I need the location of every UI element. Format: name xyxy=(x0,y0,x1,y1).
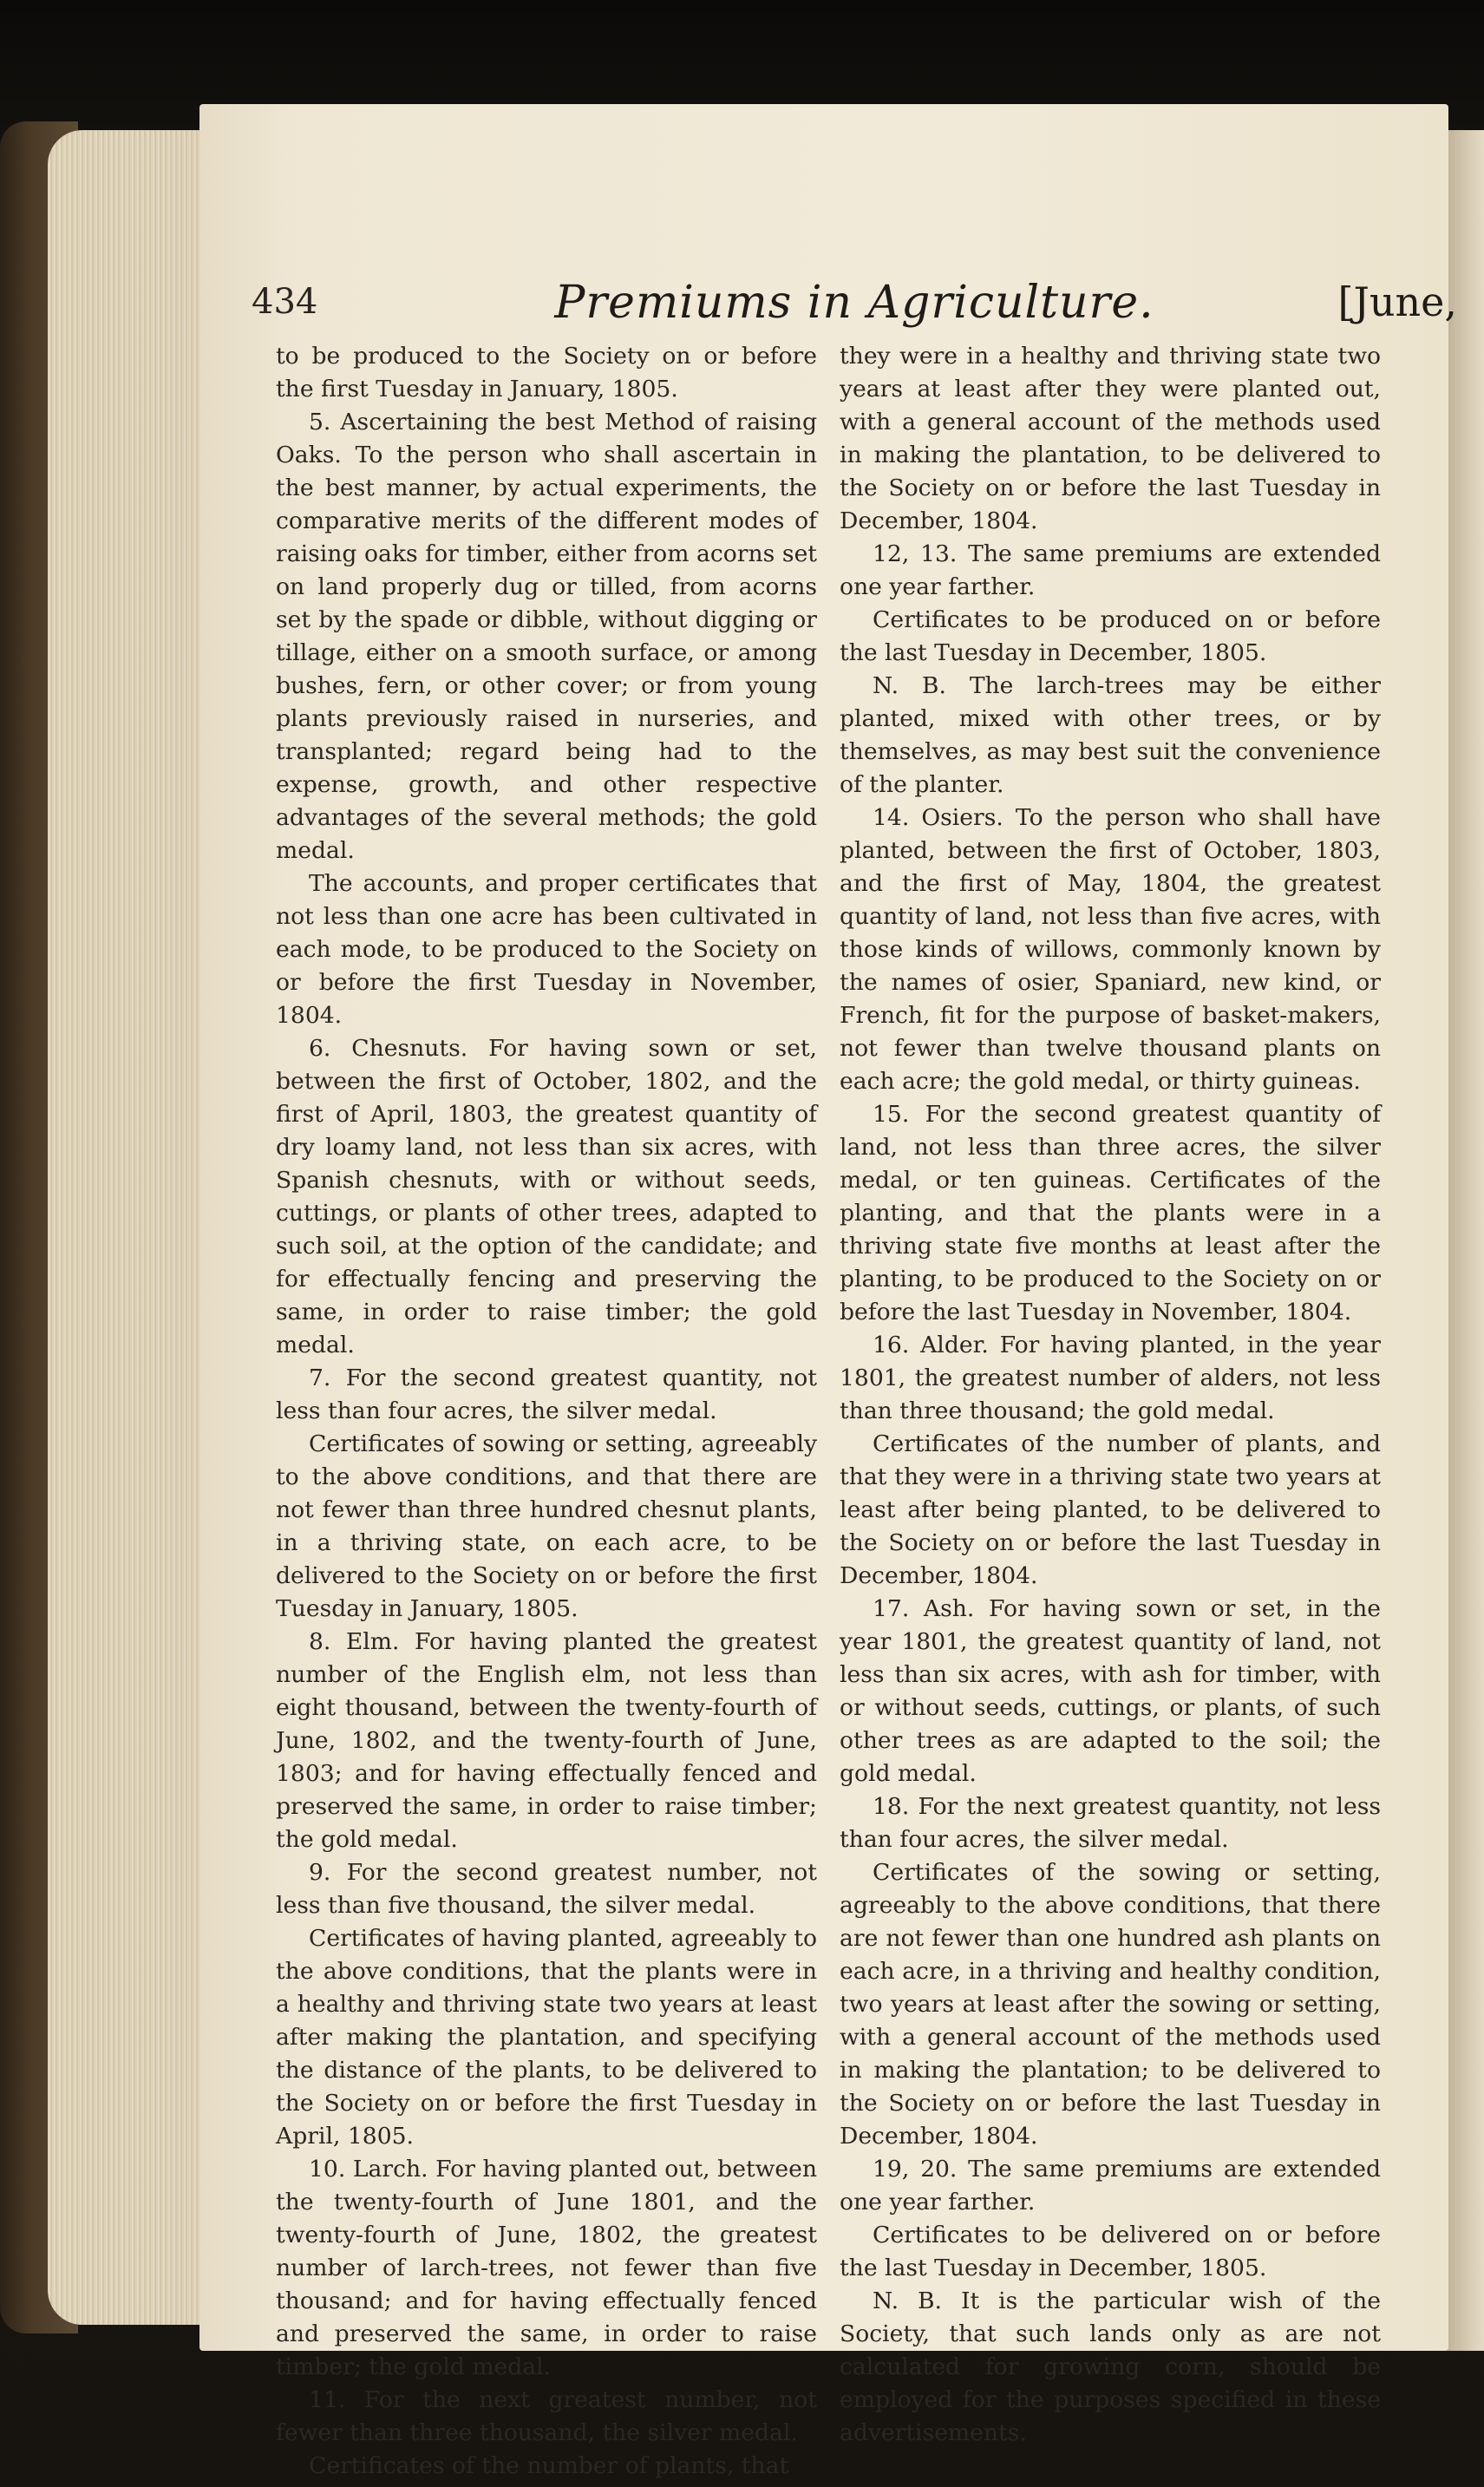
paragraph: N. B. The larch-trees may be either planted, mixed with other trees, or by themselves, as may best suit the convenience of the planter. xyxy=(840,672,1381,798)
paragraph: 17. Ash. For having sown or set, in the year 1801, the greatest quantity of land, not less than six acres, with ash for timber, with or without seeds, cuttings, or plants, of such other trees as are adapted to the soil; the gold medal. xyxy=(840,1595,1381,1787)
paragraph: 11. For the next greatest number, not fewer than three thousand, the silver medal. xyxy=(276,2386,817,2446)
paragraph: Certificates of the sowing or setting, agreeably to the above conditions, that there are not fewer than one hundred ash plants on each acre, in a thriving and healthy condition, two years at least after the sowing or setting, with a general account of the methods used in making the plantation; to be delivered to the Society on or before the last Tuesday in December, 1804. xyxy=(840,1859,1381,2150)
paragraph: 15. For the second greatest quantity of land, not less than three acres, the silver medal, or ten guineas. Certificates of the planting, and that the plants were in a thriving state five months at least after the planting, to be produced to the Society on or before the last Tuesday in November, 1804. xyxy=(840,1101,1381,1325)
paragraph: Certificates to be produced on or before the last Tuesday in December, 1805. xyxy=(840,606,1381,666)
paragraph: 10. Larch. For having planted out, between the twenty-fourth of June 1801, and the twenty-fourth of June, 1802, the greatest number of larch-trees, not fewer than five thousand; and for having effectually fenced and preserved the same, in order to raise timber; the gold medal. xyxy=(276,2156,817,2380)
left-text-column xyxy=(276,340,817,2483)
paragraph: Certificates to be delivered on or before the last Tuesday in December, 1805. xyxy=(840,2222,1381,2281)
paragraph: 16. Alder. For having planted, in the year 1801, the greatest number of alders, not less than three thousand; the gold medal. xyxy=(840,1332,1381,1424)
paragraph: Certificates of the number of plants, that xyxy=(309,2452,789,2479)
paragraph: 18. For the next greatest quantity, not less than four acres, the silver medal. xyxy=(840,1793,1381,1853)
running-title: Premiums in Agriculture. xyxy=(554,277,1154,329)
page-number: 434 xyxy=(252,282,318,322)
paragraph: Certificates of the number of plants, and that they were in a thriving state two years at least after being planted, to be delivered to the Society on or before the last Tuesday in December, 1804. xyxy=(840,1430,1381,1589)
paragraph: to be produced to the Society on or before the first Tuesday in January, 1805. xyxy=(276,343,817,403)
paragraph: Certificates of sowing or setting, agreeably to the above conditions, and that there are not fewer than three hundred chesnut plants, in a thriving state, on each acre, to be delivered to the Society on or before the first Tuesday in January, 1805. xyxy=(276,1430,817,1622)
paragraph: 7. For the second greatest quantity, not less than four acres, the silver medal. xyxy=(276,1365,817,1424)
paragraph: Certificates of having planted, agreeably to the above conditions, that the plants were in a healthy and thriving state two years at least after making the plantation, and specifying the distance of the plants, to be delivered to the Society on or before the first Tuesday in April, 1805. xyxy=(276,1925,817,2150)
book-page xyxy=(199,104,1457,2479)
page-edges xyxy=(48,130,221,2325)
paragraph: they were in a healthy and thriving state two years at least after they were planted out, with a general account of the methods used in making the plantation, to be delivered to the Society on or before the last Tuesday in December, 1804. xyxy=(840,343,1381,534)
paragraph: The accounts, and proper certificates that not less than one acre has been cultivated in each mode, to be produced to the Society on or before the first Tuesday in November, 1804. xyxy=(276,870,817,1029)
paragraph: 9. For the second greatest number, not less than five thousand, the silver medal. xyxy=(276,1859,817,1919)
paragraph: 5. Ascertaining the best Method of raising Oaks. To the person who shall ascertain in the best manner, by actual experiments, the comparative merits of the different modes of raising oaks for timber, either from acorns set on land properly dug or tilled, from acorns set by the spade or dibble, without digging or tillage, either on a smooth surface, or among bushes, fern, or other cover; or from young plants previously raised in nurseries, and transplanted; regard being had to the expense, growth, and other respective advantages of the several methods; the gold medal. xyxy=(276,409,817,864)
paragraph: 6. Chesnuts. For having sown or set, between the first of October, 1802, and the first of April, 1803, the greatest quantity of dry loamy land, not less than six acres, with Spanish chesnuts, with or without seeds, cuttings, or plants of other trees, adapted to such soil, at the option of the candidate; and for effectually fencing and preserving the same, in order to raise timber; the gold medal. xyxy=(276,1035,817,1358)
right-text-column xyxy=(840,340,1381,2450)
paragraph: 19, 20. The same premiums are extended one year farther. xyxy=(840,2156,1381,2215)
paragraph: N. B. It is the particular wish of the Society, that such lands only as are not calculated for growing corn, should be employed for the purposes specified in these advertisements. xyxy=(840,2287,1381,2446)
page-header xyxy=(252,277,1457,334)
paragraph: 12, 13. The same premiums are extended one year farther. xyxy=(840,540,1381,600)
header-date: [June, xyxy=(1337,278,1457,325)
paragraph: 14. Osiers. To the person who shall have planted, between the first of October, 1803, and the first of May, 1804, the greatest quantity of land, not less than five acres, with those kinds of willows, commonly known by the names of osier, Spaniard, new kind, or French, fit for the purpose of basket-makers, not fewer than twelve thousand plants on each acre; the gold medal, or thirty guineas. xyxy=(840,804,1381,1095)
paragraph: 8. Elm. For having planted the greatest number of the English elm, not less than eight thousand, between the twenty-fourth of June, 1802, and the twenty-fourth of June, 1803; and for having effectually fenced and preserved the same, in order to raise timber; the gold medal. xyxy=(276,1628,817,1853)
